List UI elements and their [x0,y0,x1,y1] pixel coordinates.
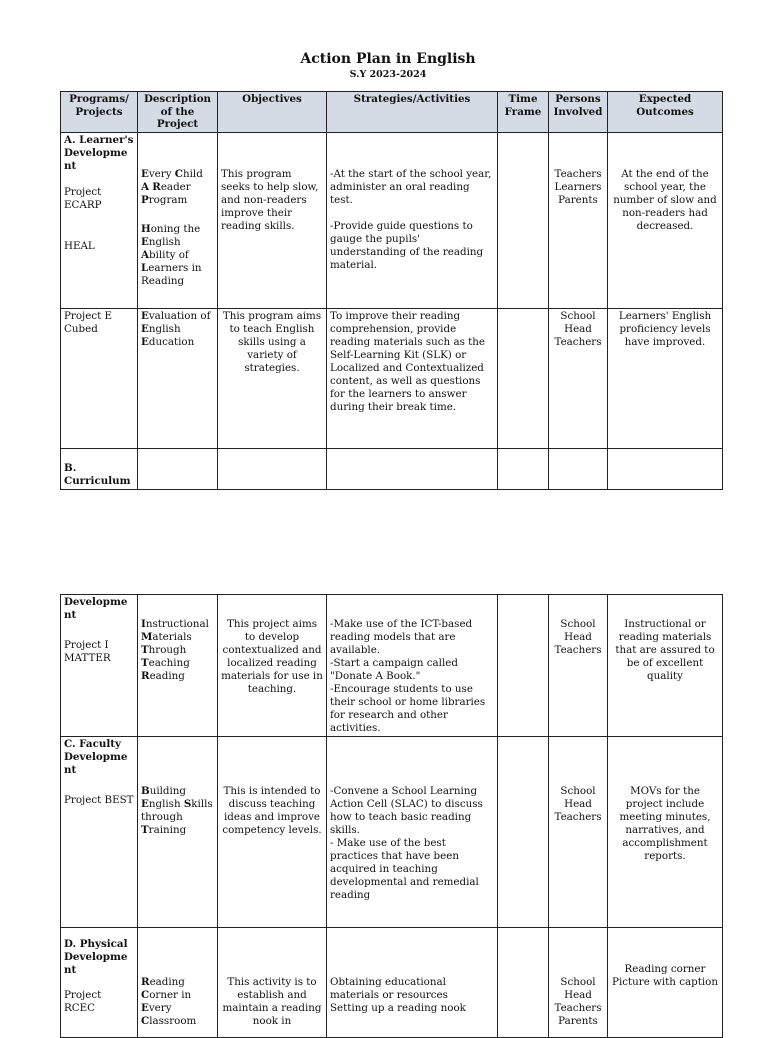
persons-cell [549,132,608,308]
time-frame-cell [498,308,549,448]
section-label: Developme nt [64,596,128,621]
strategy-text: -Provide guide questions to gauge the pupils' understanding of the reading material. [330,219,484,271]
project-name: HEAL [64,239,95,252]
section-label: A. Learner's Developme nt [64,133,134,172]
time-frame-cell [498,928,549,1038]
header-time-frame: Time Frame [498,92,549,133]
strategy-text: -Convene a School Learning Action Cell (SLAC) to discuss how to teach basic reading skills. [330,785,483,836]
outcomes-text: Learners' English proficiency levels have improved. [618,309,712,348]
header-programs: Programs/ Projects [61,92,138,133]
persons-text: School Head Teachers [554,618,602,656]
outcomes-cell [608,737,723,928]
section-label: D. Physical Developme nt [64,938,128,976]
description-cell [138,132,218,308]
strategy-text: To improve their reading comprehension, provide reading materials such as the Self-Learning Kit (SLK) or Localized and Contextualized content, as well as questions for the learners to answer during their break time. [330,309,486,413]
time-frame-cell [498,132,549,308]
strategy-text: Obtaining educational materials or resources [330,976,448,1001]
table-row [61,928,723,1038]
objectives-text: This activity is to establish and maintain a reading nook in [222,976,322,1027]
persons-cell [549,737,608,928]
project-description: Instructional Materials Through Teaching Reading [141,618,209,682]
strategy-text: -Make use of the ICT-based reading models that are available. [330,618,473,656]
action-plan-table-page-2 [60,594,723,1038]
project-name: Project E Cubed [64,309,113,335]
objectives-text: This project aims to develop contextualized and localized reading materials for use in teaching. [221,618,323,695]
outcomes-cell [608,595,723,737]
program-cell [61,308,138,448]
project-name: Project BEST [64,794,134,806]
persons-cell [549,928,608,1038]
project-description: Building English Skills through Training [141,785,213,836]
persons-cell [549,448,608,489]
program-cell [61,928,138,1038]
outcomes-text: Instructional or reading materials that are assured to be of excellent quality [615,618,715,682]
outcomes-text: MOVs for the project include meeting minutes, narratives, and accomplishment reports. [619,785,711,862]
persons-cell [549,595,608,737]
outcomes-cell [608,308,723,448]
program-cell [61,448,138,489]
objectives-cell [218,595,327,737]
objectives-cell [218,737,327,928]
program-cell [61,132,138,308]
description-cell [138,737,218,928]
persons-cell [549,308,608,448]
strategies-cell [327,595,498,737]
strategy-text: - Make use of the best practices that have been acquired in teaching developmental and remedial reading [330,837,479,901]
persons-text: School Head Teachers [554,785,602,823]
persons-text: School Head Teachers [554,309,602,348]
outcomes-text: Reading corner Picture with caption [612,963,718,988]
program-cell [61,737,138,928]
time-frame-cell [498,595,549,737]
time-frame-cell [498,737,549,928]
objectives-text: This program aims to teach English skills using a variety of strategies. [222,309,322,374]
objectives-cell [218,928,327,1038]
strategies-cell [327,448,498,489]
program-cell [61,595,138,737]
header-strategies: Strategies/Activities [327,92,498,133]
time-frame-cell [498,448,549,489]
outcomes-cell [608,448,723,489]
persons-text: Teachers Learners Parents [554,167,602,206]
header-row [61,92,723,133]
objectives-cell [218,308,327,448]
project-description: Every Child A Reader Program [141,167,203,206]
table-row [61,132,723,308]
strategy-text: -At the start of the school year, administer an oral reading test. [330,167,492,206]
header-description: Description of the Project [138,92,218,133]
table-row [61,448,723,489]
description-cell [138,595,218,737]
header-objectives: Objectives [218,92,327,133]
description-cell [138,308,218,448]
project-description: Evaluation of English Education [141,309,211,348]
table-row [61,308,723,448]
project-description: Honing the English Ability of Learners in Reading [141,222,202,287]
strategies-cell [327,308,498,448]
project-name: Project I MATTER [64,639,111,664]
page-title: Action Plan in English [300,51,476,67]
strategies-cell [327,132,498,308]
outcomes-cell [608,928,723,1038]
objectives-text: This is intended to discuss teaching ideas and improve competency levels. [222,785,322,836]
table-row [61,595,723,737]
outcomes-text: At the end of the school year, the number of slow and non-readers had decreased. [613,167,717,232]
section-label: B. Curriculum [64,461,131,487]
strategy-text: -Start a campaign called "Donate A Book." [330,657,458,682]
action-plan-table-page-1 [60,91,723,490]
table-row [61,737,723,928]
strategies-cell [327,928,498,1038]
persons-text: School Head Teachers Parents [554,976,602,1027]
section-label: C. Faculty Developme nt [64,738,128,776]
strategy-text: Setting up a reading nook [330,1002,466,1014]
header-persons: Persons Involved [549,92,608,133]
project-name: Project RCEC [64,989,102,1014]
outcomes-cell [608,132,723,308]
project-description: Reading Corner in Every Classroom [141,976,197,1027]
header-outcomes: Expected Outcomes [608,92,723,133]
strategies-cell [327,737,498,928]
description-cell [138,928,218,1038]
objectives-cell [218,132,327,308]
project-name: Project ECARP [64,185,102,211]
objectives-cell [218,448,327,489]
description-cell [138,448,218,489]
strategy-text: -Encourage students to use their school or home libraries for research and other activities. [330,683,486,734]
page-subtitle: S.Y 2023-2024 [349,69,427,80]
objectives-text: This program seeks to help slow, and non-readers improve their reading skills. [221,167,319,232]
